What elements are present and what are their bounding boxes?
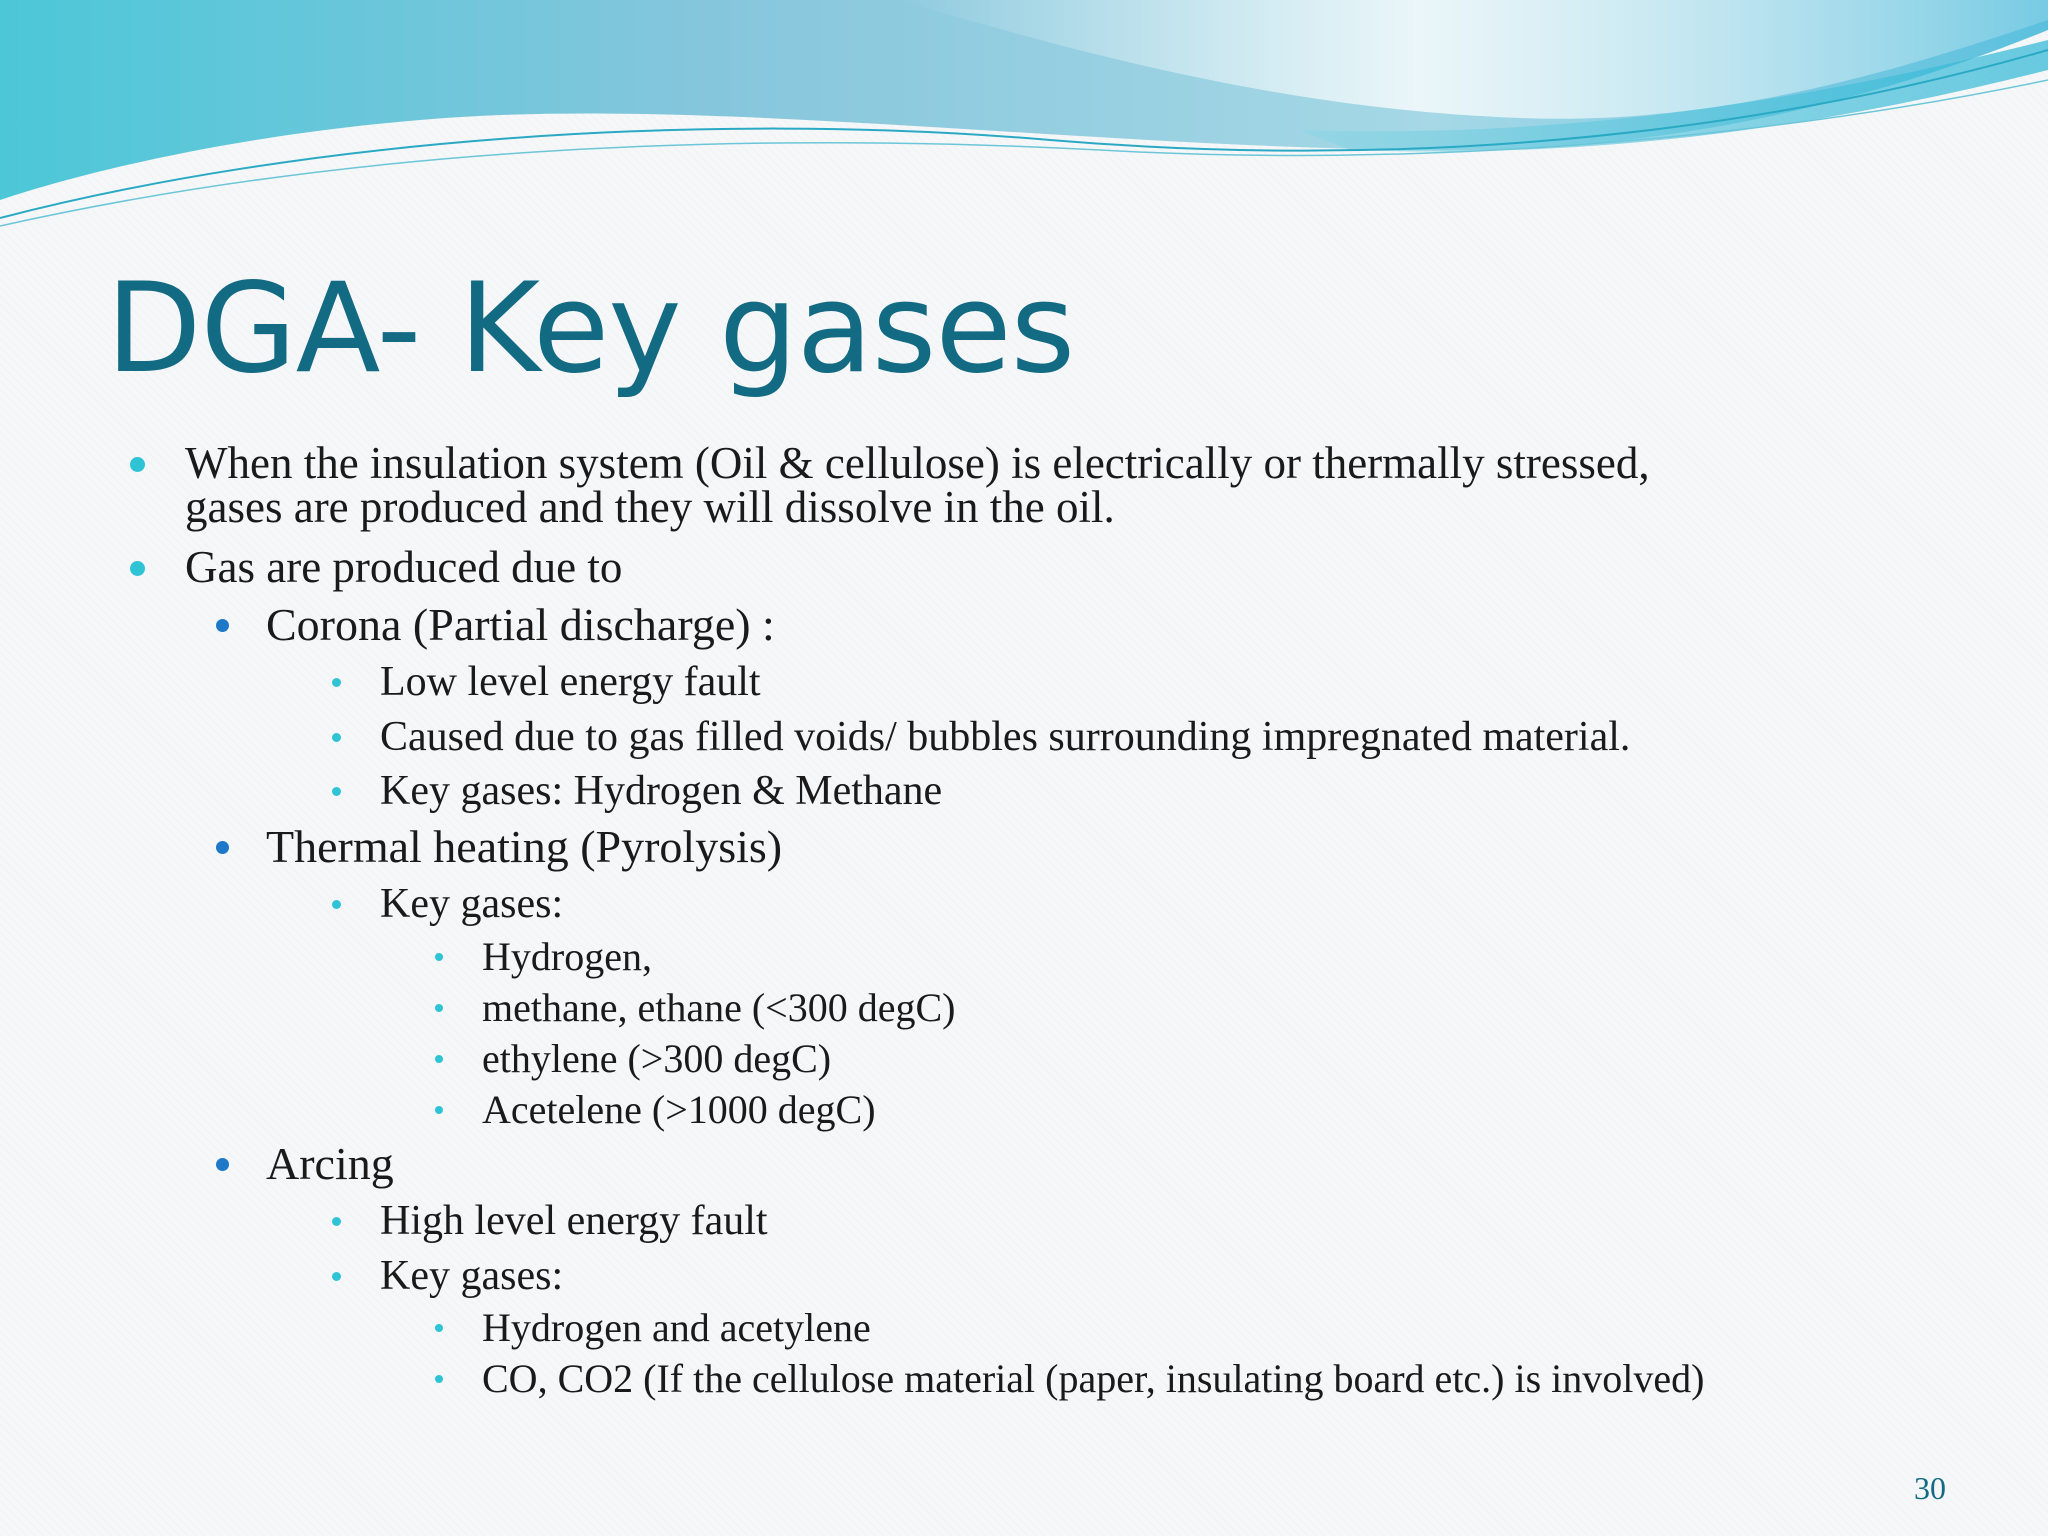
bullet-text: Acetelene (>1000 degC) [482,1087,876,1132]
bullet-icon [435,1324,443,1332]
bullet-text: Hydrogen and acetylene [482,1305,871,1350]
slide-title: DGA- Key gases [106,257,1075,401]
bullet-icon [130,457,145,472]
bullet-text: gases are produced and they will dissolve in the oil. [185,482,1115,532]
bullet-icon [216,619,229,632]
bullet-text: Key gases: [380,881,564,927]
bullet-icon [332,678,341,687]
bullet-text: Corona (Partial discharge) : [266,599,775,650]
bullet-icon [332,787,341,796]
bullet-icon [332,1217,341,1226]
bullet-text: High level energy fault [380,1198,768,1244]
bullet-text: CO, CO2 (If the cellulose material (paper, insulating board etc.) is involved) [482,1356,1705,1401]
header-wave-decoration [0,0,2048,240]
bullet-text: When the insulation system (Oil & cellulose) is electrically or thermally stressed, [185,438,1650,488]
page-number: 30 [1914,1470,1946,1506]
bullet-text: Caused due to gas filled voids/ bubbles surrounding impregnated material. [380,714,1631,760]
bullet-text: methane, ethane (<300 degC) [482,985,956,1030]
bullet-icon [130,561,145,576]
bullet-text: Gas are produced due to [185,542,623,592]
bullet-icon [435,1375,443,1383]
bullet-icon [435,1106,443,1114]
bullet-icon [216,1158,229,1171]
bullet-icon [435,953,443,961]
bullet-text: Thermal heating (Pyrolysis) [266,821,783,872]
bullet-text: Key gases: [380,1253,564,1299]
bullet-text: Low level energy fault [380,659,761,705]
bullet-icon [332,900,341,909]
bullet-text: Hydrogen, [482,934,652,979]
bullet-text: Key gases: Hydrogen & Methane [380,768,943,814]
bullet-text: Arcing [266,1138,394,1189]
bullet-icon [332,733,341,742]
bullet-icon [435,1004,443,1012]
bullet-icon [435,1055,443,1063]
bullet-text: ethylene (>300 degC) [482,1036,832,1081]
bullet-icon [216,841,229,854]
bullet-icon [332,1272,341,1281]
